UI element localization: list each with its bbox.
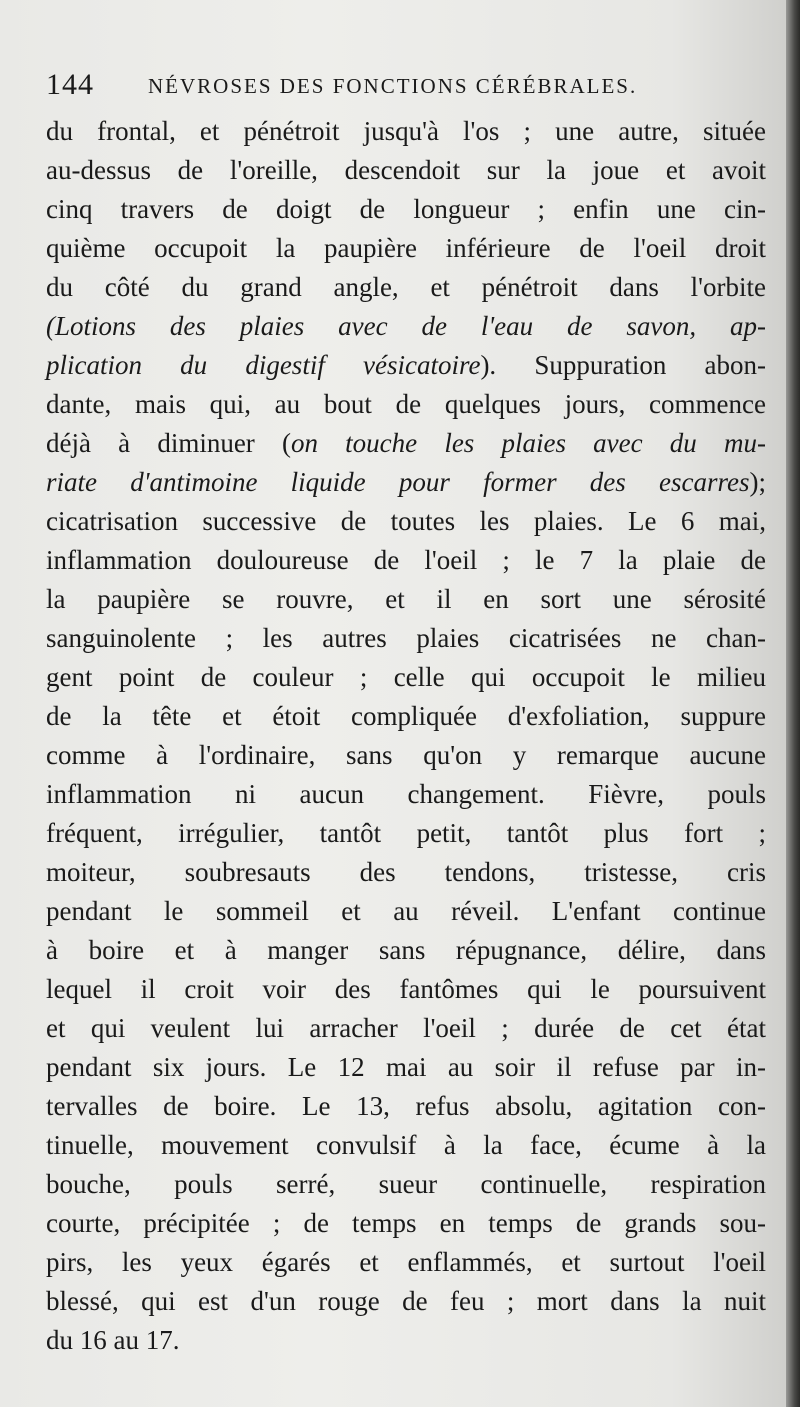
text-line: comme à l'ordinaire, sans qu'on y remarque aucune	[46, 740, 766, 770]
text-line: riate d'antimoine liquide pour former des escarres);	[46, 467, 766, 497]
page-number: 144	[46, 68, 94, 101]
text-line: cinq travers de doigt de longueur ; enfin une cin-	[46, 194, 766, 224]
running-head: NÉVROSES DES FONCTIONS CÉRÉBRALES.	[148, 74, 638, 98]
text-line: à boire et à manger sans répugnance, délire, dans	[46, 935, 766, 965]
text-line: la paupière se rouvre, et il en sort une sérosité	[46, 584, 766, 614]
text-line: pendant six jours. Le 12 mai au soir il refuse par in-	[46, 1052, 766, 1082]
text-line: pendant le sommeil et au réveil. L'enfant continue	[46, 896, 766, 926]
text-line: moiteur, soubresauts des tendons, tristesse, cris	[46, 857, 766, 887]
text-line: quième occupoit la paupière inférieure de l'oeil droit	[46, 233, 766, 263]
text-line: fréquent, irrégulier, tantôt petit, tantôt plus fort ;	[46, 818, 766, 848]
text-line: (Lotions des plaies avec de l'eau de savon, ap-	[46, 311, 766, 341]
text-line: cicatrisation successive de toutes les plaies. Le 6 mai,	[46, 506, 766, 536]
text-line: inflammation ni aucun changement. Fièvre, pouls	[46, 779, 766, 809]
text-line: et qui veulent lui arracher l'oeil ; durée de cet état	[46, 1013, 766, 1043]
text-line: courte, précipitée ; de temps en temps de grands sou-	[46, 1208, 766, 1238]
text-line: au-dessus de l'oreille, descendoit sur la joue et avoit	[46, 155, 766, 185]
text-line: dante, mais qui, au bout de quelques jours, commence	[46, 389, 766, 419]
text-line: gent point de couleur ; celle qui occupoit le milieu	[46, 662, 766, 692]
text-line: inflammation douloureuse de l'oeil ; le 7 la plaie de	[46, 545, 766, 575]
text-line: du frontal, et pénétroit jusqu'à l'os ; une autre, située	[46, 116, 766, 146]
page-header	[40, 68, 670, 108]
text-line: du côté du grand angle, et pénétroit dans l'orbite	[46, 272, 766, 302]
text-line: tinuelle, mouvement convulsif à la face, écume à la	[46, 1130, 766, 1160]
text-line: sanguinolente ; les autres plaies cicatrisées ne chan-	[46, 623, 766, 653]
body-text	[46, 112, 766, 1360]
text-line: de la tête et étoit compliquée d'exfoliation, suppure	[46, 701, 766, 731]
text-line: bouche, pouls serré, sueur continuelle, respiration	[46, 1169, 766, 1199]
book-spine-shadow	[786, 0, 800, 1407]
text-line: blessé, qui est d'un rouge de feu ; mort dans la nuit	[46, 1286, 766, 1316]
text-line: plication du digestif vésicatoire). Suppuration abon-	[46, 350, 766, 380]
text-line: lequel il croit voir des fantômes qui le poursuivent	[46, 974, 766, 1004]
text-line: tervalles de boire. Le 13, refus absolu, agitation con-	[46, 1091, 766, 1121]
text-line: déjà à diminuer (on touche les plaies avec du mu-	[46, 428, 766, 458]
text-line: pirs, les yeux égarés et enflammés, et surtout l'oeil	[46, 1247, 766, 1277]
text-line: du 16 au 17.	[46, 1325, 180, 1355]
